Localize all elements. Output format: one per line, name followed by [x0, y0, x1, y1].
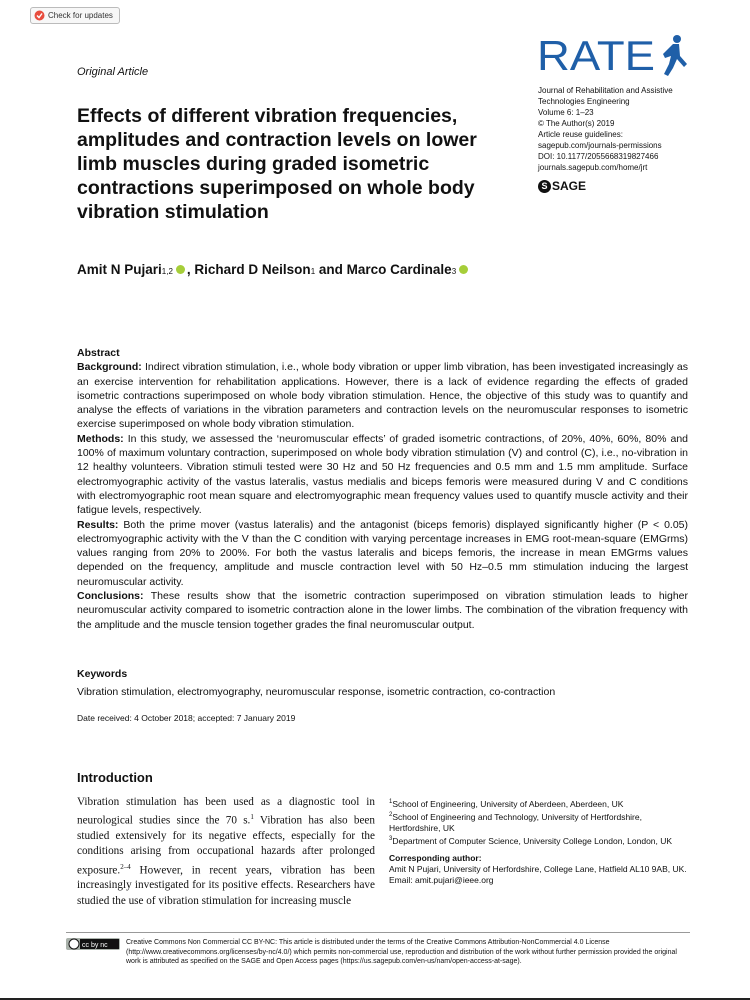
journal-logo: [537, 34, 687, 78]
orcid-icon[interactable]: [176, 265, 185, 274]
author-name: Marco Cardinale: [346, 262, 452, 277]
journal-info-line: Volume 6: 1–23: [538, 108, 594, 117]
affiliation: $^1$School of Engineering, University of Aberdeen, Aberdeen, UK: [389, 798, 624, 809]
article-type: Original Article: [77, 66, 149, 78]
section-text: Indirect vibration stimulation, i.e., whole body vibration or upper limb vibration, has been investigated increasingly as an exercise intervention for rehabilitation applications. However, there is a lack of evidence regarding the effects of graded isometric contractions superimposed on whole body vibration stimulation. Hence, the objective of this study was to quantify and analyse the effects of variations in the vibration parameters and contraction levels on the neuromuscular responses to isometric exercise superimposed on whole body vibration stimulation.: [77, 361, 688, 431]
section-label: Methods:: [77, 432, 124, 445]
author-name: Richard D Neilson: [194, 262, 311, 277]
abstract-results: [77, 518, 688, 589]
journal-logo-text: RATE: [537, 34, 655, 78]
license-footer: [66, 932, 690, 967]
section-text: In this study, we assessed the ‘neuromuscular effects’ of graded isometric contractions, of 20%, 40%, 60%, 80% and 100% of maximum voluntary contraction, superimposed on whole body vibration stimulation (V) and control (C), i.e., no-vibration in 12 healthy volunteers. Vibration stimuli tested were 30 Hz and 50 Hz frequencies and 0.5 mm and 1.5 mm amplitude. Surface electromyographic activity of the vastus lateralis, vastus medialis and biceps femoris were measured during V and C conditions with electromyographic root mean square and electromyographic mean frequency values used to quantify muscle activity and their fatigue levels, respectively.: [77, 432, 688, 517]
author-name: Amit N Pujari: [77, 262, 162, 277]
orcid-icon[interactable]: [459, 265, 468, 274]
journal-info-line: journals.sagepub.com/home/jrt: [538, 163, 648, 172]
journal-info: [538, 85, 738, 173]
publisher-logo: [538, 179, 586, 193]
cc-license-icon: [66, 938, 120, 950]
section-label: Results:: [77, 518, 119, 531]
author-separator: and: [315, 262, 347, 277]
citation[interactable]: 2–4: [120, 862, 131, 871]
affiliations: [389, 797, 689, 886]
introduction-text: Vibration stimulation has been used as a diagnostic tool in neurological studies since the 70 s.$^1$ Vibration has also been studied extensively for its negative effects, especially for the conditions arising from occupational hazards after prolonged exposure.$^{2-4}$ However, in recent years, vibration has been increasingly investigated for its positive effects. Researchers have studied the use of vibration stimulation for increasing muscle: [77, 796, 375, 907]
update-icon: [34, 10, 45, 21]
affiliation: $^2$School of Engineering and Technology, University of Hertfordshire, Hertfordshire, UK: [389, 811, 642, 833]
journal-info-line: sagepub.com/journals-permissions: [538, 141, 662, 150]
corresponding-email: Email: amit.pujari@ieee.org: [389, 875, 494, 886]
author-affil-sup: 1: [310, 267, 316, 276]
author-list: [77, 262, 547, 277]
section-text: These results show that the isometric contraction superimposed on vibration stimulation leads to higher neuromuscular activity compared to isometric contraction alone in the lower limbs. The combination of the vibration frequency with the amplitude and the muscle tension together grades the final neuromuscular output.: [77, 590, 689, 631]
journal-info-line: © The Author(s) 2019: [538, 119, 615, 128]
corresponding-heading: Corresponding author:: [389, 853, 482, 864]
author-separator: ,: [186, 262, 195, 277]
abstract-background: [77, 360, 688, 431]
keywords-text: Vibration stimulation, electromyography, neuromuscular response, isometric contraction, co-contraction: [77, 686, 556, 698]
journal-info-line: DOI: 10.1177/2055668319827466: [538, 152, 659, 161]
section-label: Background:: [77, 361, 142, 374]
cc-badge-text: cc by nc: [82, 942, 108, 949]
keywords: [77, 668, 688, 698]
check-for-updates-button[interactable]: [30, 7, 120, 24]
author-affil-sup: 1,2: [161, 267, 173, 276]
check-for-updates-label: Check for updates: [48, 11, 113, 20]
abstract-methods: [77, 432, 688, 518]
introduction-heading: Introduction: [77, 770, 153, 785]
section-text: Both the prime mover (vastus lateralis) and the antagonist (biceps femoris) displayed significantly higher (P < 0.05) electromyographic activity with the V than the C condition with varying percentage increases in EMG root-mean-square (EMGrms) values ranging from 20% to 200%. For both the vastus lateralis and biceps femoris, the increase in mean EMGrms values depended on the frequency, amplitude and muscle contraction level with 50 Hz–0.5 mm stimulation inducing the largest neuromuscular activity.: [77, 518, 688, 588]
author-affil-sup: 3: [451, 267, 457, 276]
abstract-conclusions: [77, 589, 688, 632]
journal-info-line: Technologies Engineering: [538, 97, 630, 106]
citation[interactable]: 1: [250, 813, 254, 822]
publisher-name: SAGE: [552, 179, 587, 193]
section-label: Conclusions:: [77, 590, 144, 603]
affiliation: $^3$Department of Computer Science, University College London, London, UK: [389, 835, 673, 846]
runner-icon: [663, 35, 687, 76]
journal-info-line: Article reuse guidelines:: [538, 130, 623, 139]
abstract: [77, 346, 688, 632]
sage-icon: S: [538, 180, 551, 193]
keywords-heading: Keywords: [77, 668, 128, 680]
license-text: Creative Commons Non Commercial CC BY-NC: This article is distributed under the terms of the Creative Commons Attribution-NonCommercial 4.0 License (http://www.creativecommons.org/licenses/by-nc/4.0/) which permits non-commercial use, reproduction and distribution of the work without further permission provided the original work is attributed as specified on the SAGE and Open Access pages (https://us.sagepub.com/en-us/nam/open-access-at-sage).: [126, 939, 677, 965]
journal-info-line: Journal of Rehabilitation and Assistive: [538, 86, 673, 95]
abstract-heading: Abstract: [77, 347, 120, 359]
corresponding-address: Amit N Pujari, University of Herfordshire, College Lane, Hatfield AL10 9AB, UK.: [389, 864, 687, 875]
dates: Date received: 4 October 2018; accepted: 7 January 2019: [77, 713, 296, 723]
article-title: Effects of different vibration frequencies, amplitudes and contraction levels on lower limb muscles during graded isometric contractions superimposed on whole body vibration stimulation: [77, 105, 477, 223]
